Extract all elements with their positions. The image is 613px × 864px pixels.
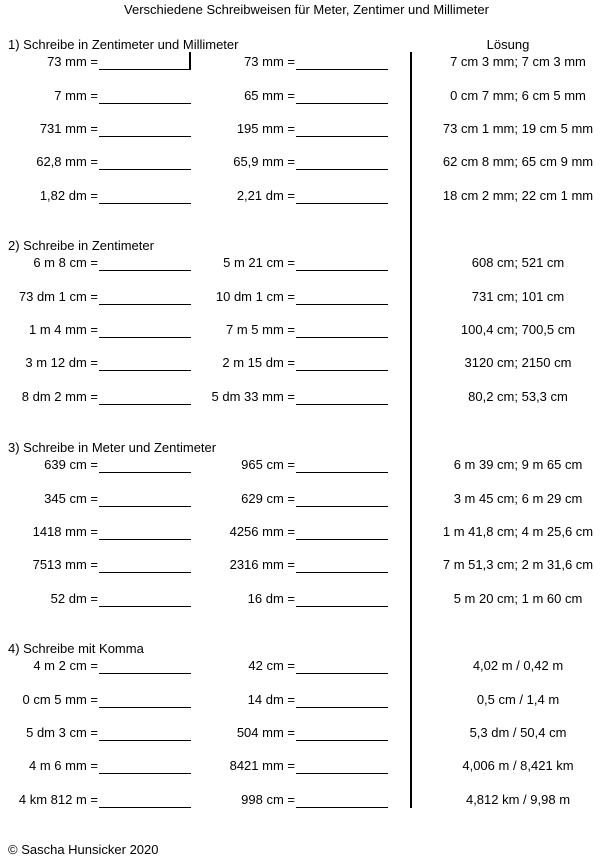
answer-blank-left[interactable] <box>99 136 191 137</box>
solution-text: 1 m 41,8 cm; 4 m 25,6 cm <box>442 524 594 539</box>
answer-blank-left[interactable] <box>99 472 191 473</box>
solution-text: 18 cm 2 mm; 22 cm 1 mm <box>442 188 594 203</box>
solution-text: 608 cm; 521 cm <box>471 255 565 270</box>
exercise-label-right: 195 mm = <box>236 121 295 136</box>
answer-blank-right[interactable] <box>296 270 388 271</box>
exercise-label-left: 8 dm 2 mm = <box>21 389 98 404</box>
column-divider <box>410 52 412 808</box>
exercise-label-left: 7 mm = <box>54 88 98 103</box>
exercise-label-left: 52 dm = <box>50 591 98 606</box>
answer-blank-left[interactable] <box>99 773 191 774</box>
exercise-label-left: 1418 mm = <box>32 524 98 539</box>
copyright-footer: © Sascha Hunsicker 2020 <box>8 842 159 857</box>
solution-text: 73 cm 1 mm; 19 cm 5 mm <box>442 121 594 136</box>
exercise-label-right: 629 cm = <box>241 491 295 506</box>
answer-blank-right[interactable] <box>296 539 388 540</box>
solution-header: Lösung <box>486 37 530 52</box>
answer-blank-left[interactable] <box>99 203 191 204</box>
exercise-label-left: 345 cm = <box>44 491 98 506</box>
exercise-label-left: 3 m 12 dm = <box>25 355 98 370</box>
answer-blank-left[interactable] <box>99 69 191 70</box>
exercise-label-left: 639 cm = <box>44 457 98 472</box>
solution-text: 6 m 39 cm; 9 m 65 cm <box>453 457 583 472</box>
exercise-label-right: 965 cm = <box>241 457 295 472</box>
exercise-label-left: 4 km 812 m = <box>18 792 98 807</box>
solution-text: 0,5 cm / 1,4 m <box>476 692 560 707</box>
exercise-label-right: 73 mm = <box>244 54 295 69</box>
worksheet-title: Verschiedene Schreibweisen für Meter, Zentimer und Millimeter <box>124 2 489 17</box>
exercise-label-left: 73 mm = <box>47 54 98 69</box>
answer-blank-left[interactable] <box>99 337 191 338</box>
solution-text: 100,4 cm; 700,5 cm <box>460 322 576 337</box>
exercise-label-left: 4 m 6 mm = <box>29 758 98 773</box>
solution-text: 4,812 km / 9,98 m <box>465 792 571 807</box>
answer-blank-left[interactable] <box>99 740 191 741</box>
answer-blank-left[interactable] <box>99 572 191 573</box>
answer-blank-right[interactable] <box>296 136 388 137</box>
answer-blank-left[interactable] <box>99 103 191 104</box>
answer-blank-left[interactable] <box>99 606 191 607</box>
solution-text: 7 m 51,3 cm; 2 m 31,6 cm <box>442 557 594 572</box>
solution-text: 731 cm; 101 cm <box>471 289 565 304</box>
answer-blank-right[interactable] <box>296 773 388 774</box>
answer-blank-left[interactable] <box>99 404 191 405</box>
answer-blank-left[interactable] <box>99 506 191 507</box>
answer-blank-right[interactable] <box>296 103 388 104</box>
exercise-label-right: 2316 mm = <box>229 557 295 572</box>
exercise-label-left: 4 m 2 cm = <box>33 658 98 673</box>
exercise-label-right: 998 cm = <box>241 792 295 807</box>
answer-blank-right[interactable] <box>296 472 388 473</box>
exercise-label-left: 1,82 dm = <box>39 188 98 203</box>
solution-text: 4,02 m / 0,42 m <box>472 658 564 673</box>
exercise-label-left: 6 m 8 cm = <box>33 255 98 270</box>
answer-blank-right[interactable] <box>296 606 388 607</box>
exercise-label-right: 65,9 mm = <box>233 154 295 169</box>
answer-blank-left[interactable] <box>99 370 191 371</box>
answer-blank-left[interactable] <box>99 539 191 540</box>
tick-mark <box>189 52 191 69</box>
exercise-label-right: 2 m 15 dm = <box>222 355 295 370</box>
exercise-label-left: 7513 mm = <box>32 557 98 572</box>
exercise-label-right: 4256 mm = <box>229 524 295 539</box>
exercise-label-left: 62,8 mm = <box>36 154 98 169</box>
solution-text: 3120 cm; 2150 cm <box>464 355 572 370</box>
section-heading: 4) Schreibe mit Komma <box>8 641 144 656</box>
answer-blank-right[interactable] <box>296 370 388 371</box>
answer-blank-left[interactable] <box>99 807 191 808</box>
answer-blank-right[interactable] <box>296 169 388 170</box>
solution-text: 62 cm 8 mm; 65 cm 9 mm <box>442 154 594 169</box>
answer-blank-right[interactable] <box>296 404 388 405</box>
solution-text: 80,2 cm; 53,3 cm <box>468 389 568 404</box>
exercise-label-left: 5 dm 3 cm = <box>26 725 98 740</box>
exercise-label-right: 10 dm 1 cm = <box>215 289 295 304</box>
exercise-label-right: 42 cm = <box>248 658 295 673</box>
answer-blank-right[interactable] <box>296 203 388 204</box>
exercise-label-right: 5 m 21 cm = <box>223 255 295 270</box>
answer-blank-right[interactable] <box>296 337 388 338</box>
answer-blank-right[interactable] <box>296 304 388 305</box>
exercise-label-right: 5 dm 33 mm = <box>211 389 295 404</box>
answer-blank-right[interactable] <box>296 572 388 573</box>
answer-blank-left[interactable] <box>99 169 191 170</box>
answer-blank-right[interactable] <box>296 673 388 674</box>
solution-text: 3 m 45 cm; 6 m 29 cm <box>453 491 583 506</box>
answer-blank-right[interactable] <box>296 69 388 70</box>
solution-text: 7 cm 3 mm; 7 cm 3 mm <box>450 54 586 69</box>
exercise-label-right: 16 dm = <box>247 591 295 606</box>
exercise-label-right: 504 mm = <box>236 725 295 740</box>
solution-text: 5,3 dm / 50,4 cm <box>469 725 567 740</box>
solution-text: 5 m 20 cm; 1 m 60 cm <box>453 591 583 606</box>
exercise-label-right: 7 m 5 mm = <box>226 322 295 337</box>
answer-blank-left[interactable] <box>99 304 191 305</box>
answer-blank-right[interactable] <box>296 506 388 507</box>
exercise-label-right: 8421 mm = <box>229 758 295 773</box>
answer-blank-left[interactable] <box>99 707 191 708</box>
solution-text: 4,006 m / 8,421 km <box>462 758 574 773</box>
exercise-label-right: 14 dm = <box>247 692 295 707</box>
exercise-label-left: 1 m 4 mm = <box>29 322 98 337</box>
exercise-label-right: 65 mm = <box>244 88 295 103</box>
answer-blank-right[interactable] <box>296 740 388 741</box>
answer-blank-right[interactable] <box>296 807 388 808</box>
solution-text: 0 cm 7 mm; 6 cm 5 mm <box>450 88 586 103</box>
answer-blank-right[interactable] <box>296 707 388 708</box>
exercise-label-right: 2,21 dm = <box>236 188 295 203</box>
section-heading: 1) Schreibe in Zentimeter und Millimeter <box>8 37 239 52</box>
section-heading: 2) Schreibe in Zentimeter <box>8 238 154 253</box>
exercise-label-left: 0 cm 5 mm = <box>22 692 98 707</box>
exercise-label-left: 73 dm 1 cm = <box>18 289 98 304</box>
section-heading: 3) Schreibe in Meter und Zentimeter <box>8 440 217 455</box>
answer-blank-left[interactable] <box>99 270 191 271</box>
exercise-label-left: 731 mm = <box>39 121 98 136</box>
answer-blank-left[interactable] <box>99 673 191 674</box>
